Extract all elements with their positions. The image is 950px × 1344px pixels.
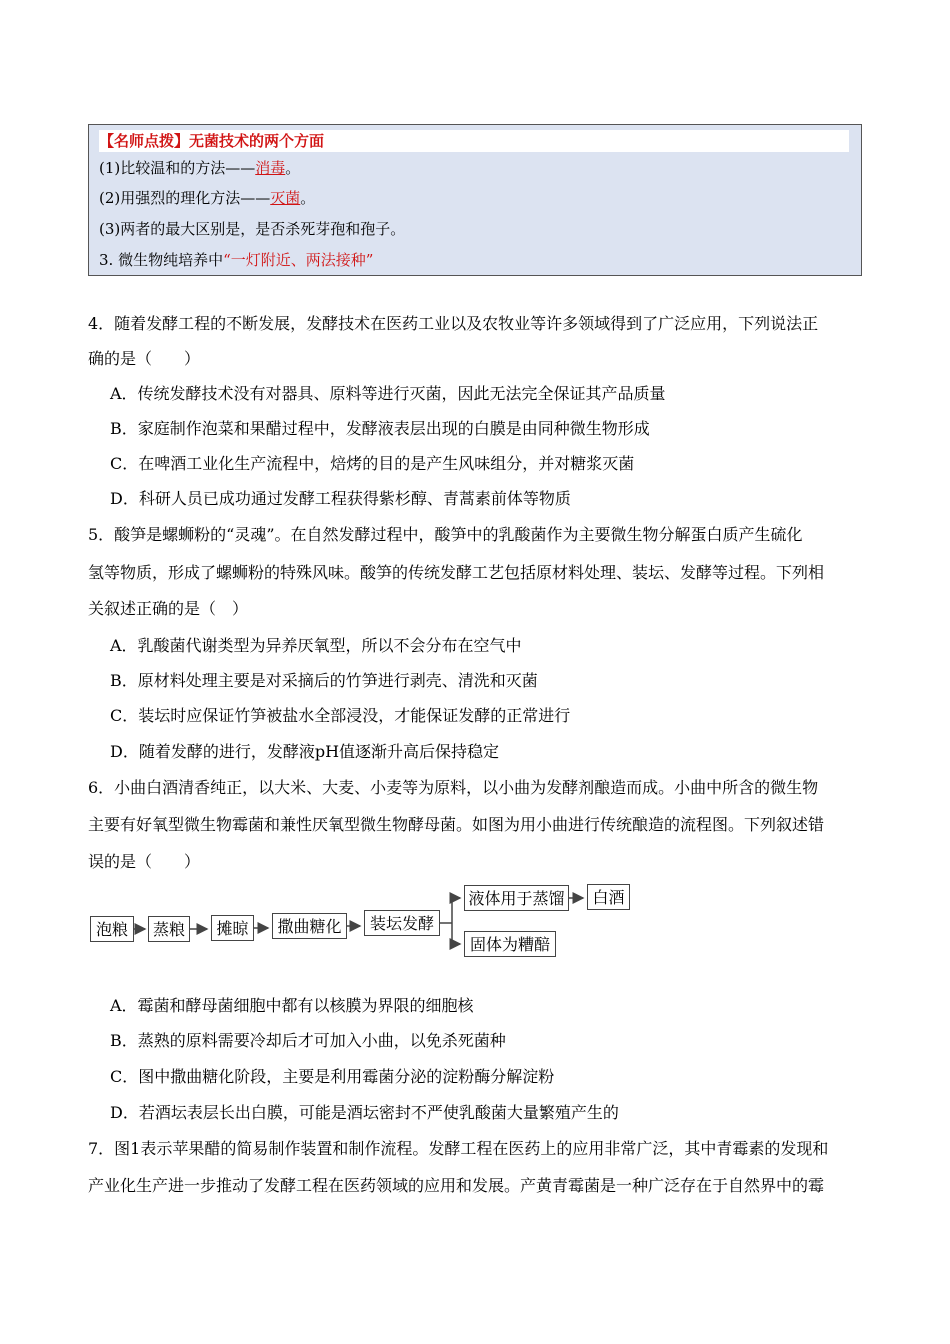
q6-option-a: A．霉菌和酵母菌细胞中都有以核膜为界限的细胞核 [110,996,474,1015]
tip-keyword-disinfect: 消毒 [255,159,286,177]
q5-option-b: B．原材料处理主要是对采摘后的竹笋进行剥壳、清洗和灭菌 [110,671,538,690]
q6-option-b: B．蒸熟的原料需要冷却后才可加入小曲，以免杀死菌种 [110,1031,506,1050]
tip-line-3: (3)两者的最大区别是，是否杀死芽孢和孢子。 [99,220,406,238]
tip-line-2: (2)用强烈的理化方法——灭菌。 [99,189,316,207]
q7-stem-line-2: 产业化生产进一步推动了发酵工程在医药领域的应用和发展。产黄青霉菌是一种广泛存在于自然界中的霉 [88,1176,825,1195]
q5-stem-line-2: 氢等物质，形成了螺蛳粉的特殊风味。酸笋的传统发酵工艺包括原材料处理、装坛、发酵等过程。下列相 [88,563,825,582]
q6-option-c: C．图中撒曲糖化阶段，主要是利用霉菌分泌的淀粉酶分解淀粉 [110,1067,555,1086]
flow-step-saccharify: 撒曲糖化 [272,913,347,939]
q5-option-d: D．随着发酵的进行，发酵液pH值逐渐升高后保持稳定 [110,742,500,761]
tip-keyword-sterilize: 灭菌 [270,189,301,207]
flow-step-steam: 蒸粮 [148,916,190,942]
q4-option-c: C．在啤酒工业化生产流程中，焙烤的目的是产生风味组分，并对糖浆灭菌 [110,454,635,473]
q5-stem-line-1: 5．酸笋是螺蛳粉的“灵魂”。在自然发酵过程中，酸笋中的乳酸菌作为主要微生物分解蛋白质产生硫化 [88,525,803,544]
q6-stem-line-1: 6．小曲白酒清香纯正，以大米、大麦、小麦等为原料，以小曲为发酵剂酿造而成。小曲中所含的微生物 [88,778,819,797]
q4-stem-line-1: 4．随着发酵工程的不断发展，发酵技术在医药工业以及农牧业等许多领域得到了广泛应用，下列说法正 [88,314,819,333]
q5-stem-line-3: 关叙述正确的是（ ） [88,599,249,618]
tip-line-4: 3. 微生物纯培养中“一灯附近、两法接种” [99,251,374,269]
q5-option-a: A．乳酸菌代谢类型为异养厌氧型，所以不会分布在空气中 [110,636,522,655]
tip-title: 【名师点拨】无菌技术的两个方面 [99,130,849,152]
q6-stem-line-2: 主要有好氧型微生物霉菌和兼性厌氧型微生物酵母菌。如图为用小曲进行传统酿造的流程图。下列叙述错 [88,815,825,834]
flow-step-residue: 固体为糟醅 [464,931,556,957]
q6-stem-line-3: 误的是（ ） [88,852,201,871]
q7-stem-line-1: 7．图1表示苹果醋的简易制作装置和制作流程。发酵工程在医药上的应用非常广泛，其中青霉素的发现和 [88,1139,829,1158]
flow-step-liquor: 白酒 [587,884,630,910]
q4-option-b: B．家庭制作泡菜和果醋过程中，发酵液表层出现的白膜是由同种微生物形成 [110,419,650,438]
tip-keyword-phrase: “一灯附近、两法接种” [223,251,374,269]
flow-step-cool: 摊晾 [211,915,254,941]
q4-option-a: A．传统发酵技术没有对器具、原料等进行灭菌，因此无法完全保证其产品质量 [110,384,666,403]
q4-option-d: D．科研人员已成功通过发酵工程获得紫杉醇、青蒿素前体等物质 [110,489,571,508]
q6-option-d: D．若酒坛表层长出白膜，可能是酒坛密封不严使乳酸菌大量繁殖产生的 [110,1103,619,1122]
q4-stem-line-2: 确的是（ ） [88,349,201,368]
q5-option-c: C．装坛时应保证竹笋被盐水全部浸没，才能保证发酵的正常进行 [110,706,571,725]
flow-step-distill: 液体用于蒸馏 [464,885,569,911]
tip-line-1: (1)比较温和的方法——消毒。 [99,159,301,177]
flow-step-soak: 泡粮 [90,916,134,942]
flow-step-ferment: 装坛发酵 [364,910,440,936]
